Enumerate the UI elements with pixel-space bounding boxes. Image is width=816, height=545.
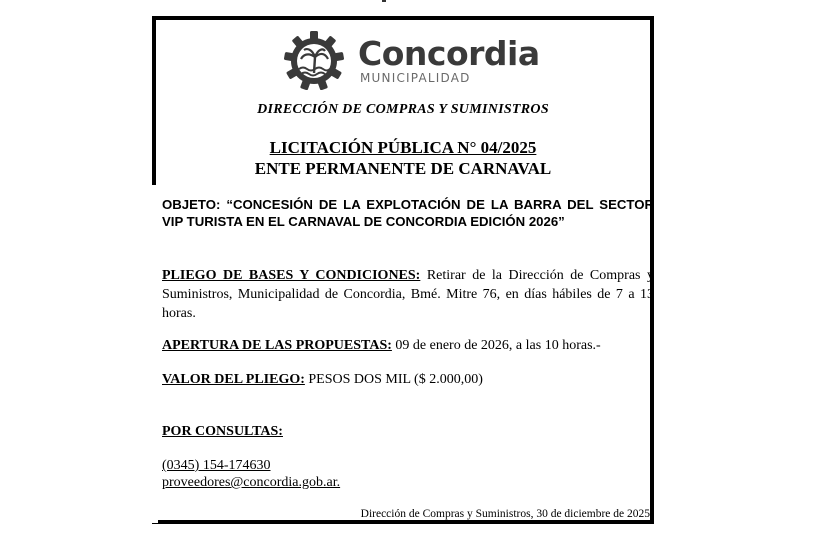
valor-text: PESOS DOS MIL ($ 2.000,00) — [304, 372, 483, 387]
valor-line — [162, 371, 483, 389]
pliego-paragraph — [162, 266, 654, 323]
object-paragraph: OBJETO: “CONCESIÓN DE LA EXPLOTACIÓN DE LA BARRA DEL SECTOR VIP TURISTA EN EL CARNAVAL DE CONCORDIA EDICIÓN 2026” — [162, 197, 654, 229]
logo-name: Concordia — [358, 34, 540, 73]
border-gap — [150, 185, 158, 523]
entity-title: ENTE PERMANENTE DE CARNAVAL — [254, 159, 552, 178]
apertura-line — [162, 337, 601, 355]
apertura-text: 09 de enero de 2026, a las 10 horas.- — [391, 338, 601, 353]
department-heading: DIRECCIÓN DE COMPRAS Y SUMINISTROS — [257, 102, 549, 117]
edge-mark — [382, 0, 386, 2]
tender-title: LICITACIÓN PÚBLICA N° 04/2025 — [269, 138, 537, 157]
pliego-label: PLIEGO DE BASES Y CONDICIONES: — [162, 268, 421, 283]
footer-signature: Dirección de Compras y Suministros, 30 de diciembre de 2025 — [360, 508, 650, 520]
pliego-text: Retirar de la Dirección de Compras y Suministros, Municipalidad de Concordia, Bmé. Mitre 76, en días hábiles de 7 a 13 horas. — [162, 268, 654, 321]
apertura-label: APERTURA DE LAS PROPUESTAS: — [162, 338, 392, 353]
phone-link[interactable]: (0345) 154-174630 — [162, 458, 271, 473]
valor-label: VALOR DEL PLIEGO: — [162, 372, 305, 387]
email-link[interactable]: proveedores@concordia.gob.ar. — [162, 475, 341, 490]
consultas-label: POR CONSULTAS: — [162, 424, 283, 439]
logo-subtitle: MUNICIPALIDAD — [360, 71, 471, 85]
